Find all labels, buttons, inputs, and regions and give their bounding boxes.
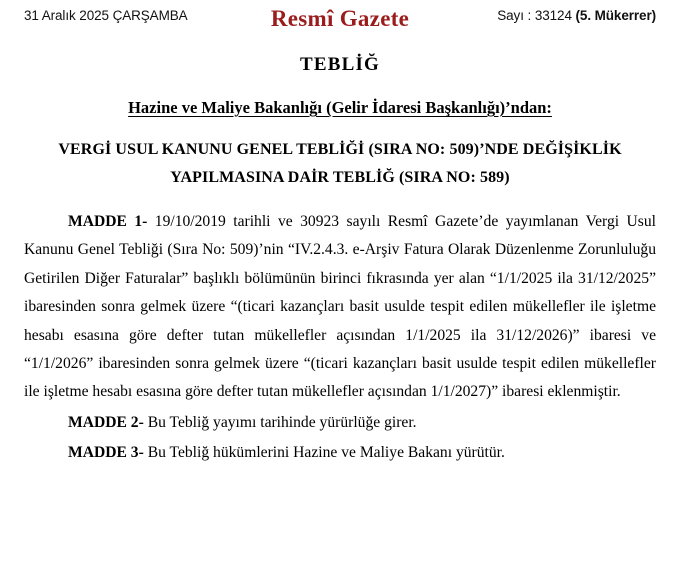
document-title-line-1: VERGİ USUL KANUNU GENEL TEBLİĞİ (SIRA NO: 509)’NDE DEĞİŞİKLİK [58, 141, 622, 158]
article-1 [24, 208, 656, 407]
article-3-text: Bu Tebliğ hükümlerini Hazine ve Maliye Bakanı yürütür. [143, 444, 505, 461]
article-2 [24, 409, 656, 437]
gazette-title: Resmî Gazete [270, 6, 410, 31]
article-2-label: MADDE 2- [68, 413, 144, 431]
document-title-line-2: YAPILMASINA DAİR TEBLİĞ (SIRA NO: 589) [170, 169, 510, 186]
issue-repeat-label: (5. Mükerrer) [575, 8, 656, 23]
issue-number: Sayı : 33124 [497, 8, 576, 23]
document-title [24, 136, 656, 192]
masthead-date: 31 Aralık 2025 ÇARŞAMBA [24, 8, 188, 23]
article-1-label: MADDE 1- [68, 213, 148, 230]
masthead [24, 0, 656, 42]
article-2-text: Bu Tebliğ yayımı tarihinde yürürlüğe girer. [143, 413, 417, 431]
document-body [24, 208, 656, 467]
document-type-heading: TEBLİĞ [299, 54, 381, 75]
article-1-text: 19/10/2019 tarihli ve 30923 sayılı Resmî Gazete’de yayımlanan Vergi Usul Kanunu Genel Tebliği (Sıra No: 509)’nin “IV.2.4.3. e-Arşiv Fatura Olarak Düzenlenme Zorunluluğu Getirilen Diğer Faturalar” başlıklı bölümünün birinci fıkrasında yer alan “1/1/2025 ila 31/12/2025” ibaresinden sonra gelmek üzere “(ticari kazançları basit usulde tespit edilen mükellefler ile işletme hesabı esasına göre defter tutan mükellefler açısından 1/1/2025 ila 31/12/2026)” ibaresi ve “1/1/2026” ibaresinden sonra gelmek üzere “(ticari kazançları basit usulde tespit edilen mükellefler ile işletme hesabı esasına göre defter tutan mükellefler açısından 1/1/2027)” ibaresi eklenmiştir. [24, 213, 656, 401]
article-3 [24, 439, 656, 467]
article-3-label: MADDE 3- [68, 444, 144, 461]
issuing-authority: Hazine ve Maliye Bakanlığı (Gelir İdaresi Başkanlığı)’ndan: [128, 98, 552, 117]
